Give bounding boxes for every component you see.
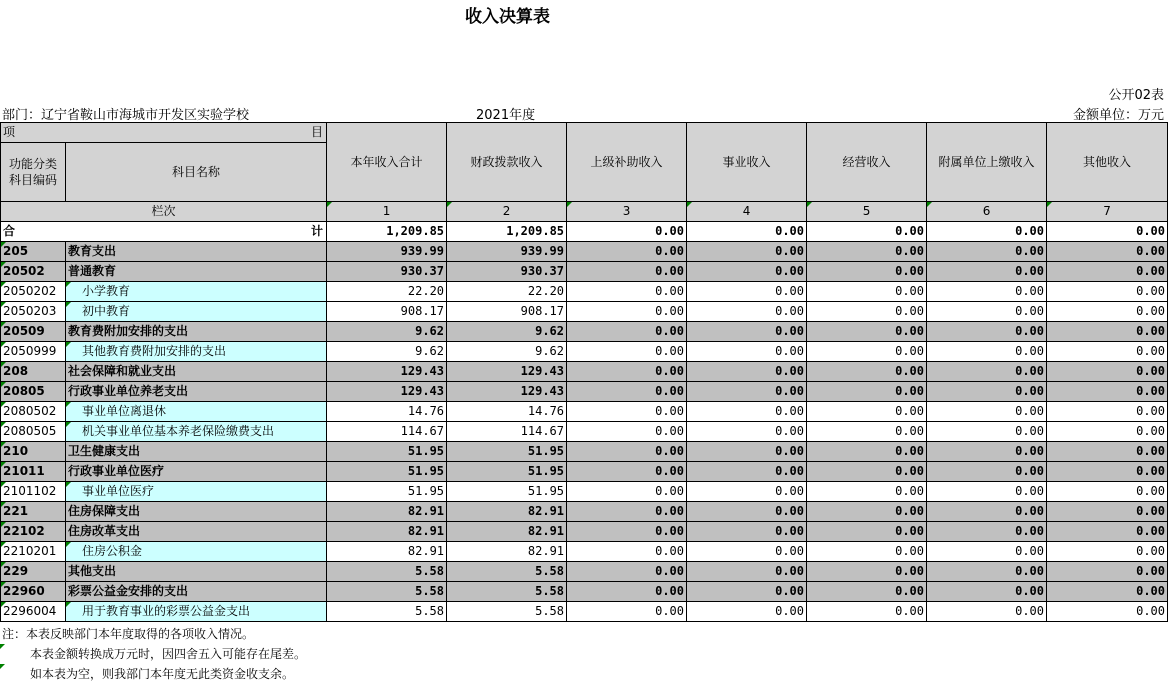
amount-cell: 0.00 bbox=[567, 582, 687, 602]
col-header-5: 经营收入 bbox=[807, 123, 927, 202]
amount-cell: 14.76 bbox=[327, 402, 447, 422]
total-value: 0.00 bbox=[687, 222, 807, 242]
amount-cell: 0.00 bbox=[807, 522, 927, 542]
income-final-accounts-table bbox=[0, 122, 1168, 622]
subject-name: 其他教育费附加安排的支出 bbox=[66, 342, 327, 362]
amount-cell: 0.00 bbox=[1047, 482, 1168, 502]
footnote: 本表金额转换成万元时，因四舍五入可能存在尾差。 bbox=[2, 644, 306, 664]
amount-cell: 0.00 bbox=[807, 342, 927, 362]
amount-cell: 82.91 bbox=[447, 522, 567, 542]
subject-code: 22102 bbox=[1, 522, 66, 542]
amount-cell: 0.00 bbox=[1047, 462, 1168, 482]
amount-cell: 0.00 bbox=[1047, 562, 1168, 582]
total-label-right: 计 bbox=[311, 224, 324, 238]
table-header bbox=[1, 123, 1168, 222]
table-row bbox=[1, 442, 1168, 462]
subject-code: 21011 bbox=[1, 462, 66, 482]
amount-cell: 0.00 bbox=[567, 602, 687, 622]
amount-cell: 908.17 bbox=[327, 302, 447, 322]
table-row bbox=[1, 482, 1168, 502]
amount-cell: 0.00 bbox=[687, 582, 807, 602]
code-header: 功能分类科目编码 bbox=[1, 143, 66, 202]
table-row bbox=[1, 522, 1168, 542]
amount-cell: 5.58 bbox=[447, 562, 567, 582]
col-number-1: 1 bbox=[327, 202, 447, 222]
amount-cell: 0.00 bbox=[1047, 602, 1168, 622]
department-label: 部门：辽宁省鞍山市海城市开发区实验学校 bbox=[2, 108, 250, 123]
subject-name: 初中教育 bbox=[66, 302, 327, 322]
report-title: 收入决算表 bbox=[465, 7, 550, 27]
amount-cell: 5.58 bbox=[327, 582, 447, 602]
amount-cell: 0.00 bbox=[687, 502, 807, 522]
amount-cell: 0.00 bbox=[567, 462, 687, 482]
col-header-7: 其他收入 bbox=[1047, 123, 1168, 202]
subject-name: 教育费附加安排的支出 bbox=[66, 322, 327, 342]
table-row bbox=[1, 542, 1168, 562]
amount-cell: 0.00 bbox=[927, 262, 1047, 282]
amount-cell: 0.00 bbox=[927, 522, 1047, 542]
amount-cell: 0.00 bbox=[807, 442, 927, 462]
subject-code: 2050203 bbox=[1, 302, 66, 322]
total-label-cell bbox=[1, 222, 327, 242]
subject-name: 行政事业单位医疗 bbox=[66, 462, 327, 482]
amount-cell: 0.00 bbox=[567, 402, 687, 422]
amount-cell: 0.00 bbox=[927, 602, 1047, 622]
amount-cell: 0.00 bbox=[1047, 302, 1168, 322]
amount-cell: 5.58 bbox=[447, 602, 567, 622]
subject-code: 205 bbox=[1, 242, 66, 262]
amount-cell: 0.00 bbox=[687, 302, 807, 322]
subject-name: 行政事业单位养老支出 bbox=[66, 382, 327, 402]
total-value: 0.00 bbox=[807, 222, 927, 242]
amount-cell: 22.20 bbox=[327, 282, 447, 302]
amount-cell: 0.00 bbox=[567, 282, 687, 302]
total-label-left: 合 bbox=[3, 224, 16, 238]
amount-cell: 0.00 bbox=[927, 422, 1047, 442]
subject-name: 住房改革支出 bbox=[66, 522, 327, 542]
amount-cell: 0.00 bbox=[687, 462, 807, 482]
col-number-5: 5 bbox=[807, 202, 927, 222]
amount-cell: 0.00 bbox=[1047, 542, 1168, 562]
amount-cell: 0.00 bbox=[1047, 342, 1168, 362]
amount-cell: 0.00 bbox=[807, 582, 927, 602]
amount-cell: 0.00 bbox=[687, 562, 807, 582]
amount-cell: 0.00 bbox=[927, 482, 1047, 502]
amount-cell: 9.62 bbox=[447, 342, 567, 362]
table-body bbox=[1, 222, 1168, 622]
amount-cell: 0.00 bbox=[807, 282, 927, 302]
col-header-3: 上级补助收入 bbox=[567, 123, 687, 202]
table-row bbox=[1, 282, 1168, 302]
amount-cell: 0.00 bbox=[687, 362, 807, 382]
amount-cell: 908.17 bbox=[447, 302, 567, 322]
amount-cell: 0.00 bbox=[567, 522, 687, 542]
subject-name: 彩票公益金安排的支出 bbox=[66, 582, 327, 602]
amount-cell: 0.00 bbox=[927, 362, 1047, 382]
amount-cell: 0.00 bbox=[807, 462, 927, 482]
col-number-7: 7 bbox=[1047, 202, 1168, 222]
subject-name: 事业单位医疗 bbox=[66, 482, 327, 502]
amount-cell: 0.00 bbox=[927, 382, 1047, 402]
amount-cell: 0.00 bbox=[807, 382, 927, 402]
amount-cell: 51.95 bbox=[447, 462, 567, 482]
amount-cell: 0.00 bbox=[1047, 362, 1168, 382]
subject-name: 小学教育 bbox=[66, 282, 327, 302]
subject-code: 2050999 bbox=[1, 342, 66, 362]
subject-code: 2101102 bbox=[1, 482, 66, 502]
form-code: 公开02表 bbox=[1108, 88, 1164, 103]
subject-code: 2210201 bbox=[1, 542, 66, 562]
amount-cell: 0.00 bbox=[927, 542, 1047, 562]
amount-cell: 0.00 bbox=[1047, 502, 1168, 522]
amount-cell: 0.00 bbox=[567, 262, 687, 282]
amount-cell: 0.00 bbox=[1047, 422, 1168, 442]
amount-cell: 82.91 bbox=[447, 502, 567, 522]
amount-cell: 129.43 bbox=[327, 382, 447, 402]
table-row bbox=[1, 362, 1168, 382]
amount-cell: 0.00 bbox=[567, 342, 687, 362]
amount-cell: 0.00 bbox=[567, 562, 687, 582]
amount-cell: 939.99 bbox=[327, 242, 447, 262]
amount-cell: 0.00 bbox=[927, 282, 1047, 302]
total-value: 0.00 bbox=[1047, 222, 1168, 242]
amount-cell: 51.95 bbox=[447, 442, 567, 462]
subject-code: 2080502 bbox=[1, 402, 66, 422]
total-value: 1,209.85 bbox=[447, 222, 567, 242]
subject-name: 社会保障和就业支出 bbox=[66, 362, 327, 382]
amount-cell: 82.91 bbox=[327, 542, 447, 562]
subject-name: 住房公积金 bbox=[66, 542, 327, 562]
amount-cell: 5.58 bbox=[447, 582, 567, 602]
table-row bbox=[1, 382, 1168, 402]
amount-cell: 0.00 bbox=[687, 282, 807, 302]
amount-cell: 0.00 bbox=[927, 242, 1047, 262]
amount-cell: 0.00 bbox=[687, 242, 807, 262]
amount-cell: 9.62 bbox=[447, 322, 567, 342]
amount-cell: 930.37 bbox=[447, 262, 567, 282]
subject-code: 2080505 bbox=[1, 422, 66, 442]
amount-cell: 0.00 bbox=[807, 322, 927, 342]
amount-cell: 0.00 bbox=[567, 242, 687, 262]
subject-code: 20502 bbox=[1, 262, 66, 282]
amount-cell: 0.00 bbox=[927, 322, 1047, 342]
amount-cell: 114.67 bbox=[327, 422, 447, 442]
subject-code: 221 bbox=[1, 502, 66, 522]
amount-cell: 0.00 bbox=[807, 402, 927, 422]
total-value: 1,209.85 bbox=[327, 222, 447, 242]
lanci-header: 栏次 bbox=[1, 202, 327, 222]
subject-code: 208 bbox=[1, 362, 66, 382]
table-row bbox=[1, 422, 1168, 442]
subject-name: 住房保障支出 bbox=[66, 502, 327, 522]
col-header-6: 附属单位上缴收入 bbox=[927, 123, 1047, 202]
amount-cell: 0.00 bbox=[927, 342, 1047, 362]
amount-cell: 129.43 bbox=[327, 362, 447, 382]
subject-code: 2296004 bbox=[1, 602, 66, 622]
subject-name: 其他支出 bbox=[66, 562, 327, 582]
amount-cell: 0.00 bbox=[1047, 442, 1168, 462]
subject-code: 20805 bbox=[1, 382, 66, 402]
table-row bbox=[1, 602, 1168, 622]
amount-cell: 0.00 bbox=[807, 362, 927, 382]
table-row bbox=[1, 262, 1168, 282]
amount-cell: 0.00 bbox=[807, 482, 927, 502]
table-row bbox=[1, 582, 1168, 602]
subject-name: 普通教育 bbox=[66, 262, 327, 282]
amount-cell: 129.43 bbox=[447, 362, 567, 382]
table-row bbox=[1, 402, 1168, 422]
amount-cell: 0.00 bbox=[567, 502, 687, 522]
total-value: 0.00 bbox=[927, 222, 1047, 242]
item-header-cell bbox=[1, 123, 327, 143]
amount-cell: 9.62 bbox=[327, 342, 447, 362]
amount-cell: 0.00 bbox=[567, 322, 687, 342]
amount-cell: 82.91 bbox=[327, 522, 447, 542]
subject-name: 卫生健康支出 bbox=[66, 442, 327, 462]
col-number-4: 4 bbox=[687, 202, 807, 222]
fiscal-year: 2021年度 bbox=[476, 108, 536, 123]
subject-name: 事业单位离退休 bbox=[66, 402, 327, 422]
footnotes bbox=[2, 624, 306, 684]
amount-cell: 0.00 bbox=[567, 422, 687, 442]
table-row bbox=[1, 322, 1168, 342]
amount-cell: 930.37 bbox=[327, 262, 447, 282]
amount-cell: 0.00 bbox=[1047, 242, 1168, 262]
amount-cell: 0.00 bbox=[927, 442, 1047, 462]
amount-cell: 0.00 bbox=[687, 262, 807, 282]
amount-cell: 0.00 bbox=[927, 302, 1047, 322]
amount-cell: 0.00 bbox=[927, 502, 1047, 522]
subject-name: 机关事业单位基本养老保险缴费支出 bbox=[66, 422, 327, 442]
subject-name: 用于教育事业的彩票公益金支出 bbox=[66, 602, 327, 622]
amount-cell: 0.00 bbox=[687, 542, 807, 562]
amount-cell: 0.00 bbox=[567, 382, 687, 402]
amount-cell: 0.00 bbox=[807, 542, 927, 562]
col-header-1: 本年收入合计 bbox=[327, 123, 447, 202]
table-row bbox=[1, 562, 1168, 582]
total-row bbox=[1, 222, 1168, 242]
amount-cell: 9.62 bbox=[327, 322, 447, 342]
subject-code: 210 bbox=[1, 442, 66, 462]
amount-cell: 0.00 bbox=[927, 462, 1047, 482]
amount-cell: 0.00 bbox=[807, 422, 927, 442]
subject-code: 2050202 bbox=[1, 282, 66, 302]
table-row bbox=[1, 242, 1168, 262]
total-value: 0.00 bbox=[567, 222, 687, 242]
subject-code: 20509 bbox=[1, 322, 66, 342]
amount-cell: 0.00 bbox=[687, 422, 807, 442]
subject-code: 229 bbox=[1, 562, 66, 582]
col-header-4: 事业收入 bbox=[687, 123, 807, 202]
subject-name: 教育支出 bbox=[66, 242, 327, 262]
amount-cell: 0.00 bbox=[1047, 282, 1168, 302]
amount-cell: 0.00 bbox=[567, 362, 687, 382]
amount-cell: 51.95 bbox=[447, 482, 567, 502]
amount-cell: 0.00 bbox=[687, 522, 807, 542]
amount-cell: 0.00 bbox=[687, 382, 807, 402]
table-row bbox=[1, 462, 1168, 482]
col-number-2: 2 bbox=[447, 202, 567, 222]
subject-code: 22960 bbox=[1, 582, 66, 602]
amount-cell: 0.00 bbox=[1047, 402, 1168, 422]
name-header: 科目名称 bbox=[66, 143, 327, 202]
col-number-3: 3 bbox=[567, 202, 687, 222]
amount-cell: 5.58 bbox=[327, 562, 447, 582]
amount-cell: 0.00 bbox=[807, 562, 927, 582]
amount-cell: 0.00 bbox=[927, 582, 1047, 602]
amount-cell: 0.00 bbox=[687, 402, 807, 422]
table-row bbox=[1, 302, 1168, 322]
footnote: 注：本表反映部门本年度取得的各项收入情况。 bbox=[2, 627, 255, 641]
amount-cell: 0.00 bbox=[1047, 322, 1168, 342]
amount-cell: 0.00 bbox=[1047, 522, 1168, 542]
amount-cell: 5.58 bbox=[327, 602, 447, 622]
item-header-left: 项 bbox=[3, 125, 16, 139]
amount-cell: 51.95 bbox=[327, 482, 447, 502]
table-row bbox=[1, 342, 1168, 362]
amount-cell: 22.20 bbox=[447, 282, 567, 302]
amount-cell: 0.00 bbox=[807, 502, 927, 522]
amount-cell: 0.00 bbox=[687, 442, 807, 462]
footnote: 如本表为空，则我部门本年度无此类资金收支余。 bbox=[2, 664, 306, 684]
amount-cell: 0.00 bbox=[807, 302, 927, 322]
amount-cell: 14.76 bbox=[447, 402, 567, 422]
amount-cell: 0.00 bbox=[687, 342, 807, 362]
amount-cell: 939.99 bbox=[447, 242, 567, 262]
amount-cell: 0.00 bbox=[567, 482, 687, 502]
amount-cell: 0.00 bbox=[567, 542, 687, 562]
amount-cell: 0.00 bbox=[1047, 582, 1168, 602]
amount-cell: 51.95 bbox=[327, 442, 447, 462]
amount-cell: 0.00 bbox=[807, 242, 927, 262]
item-header-right: 目 bbox=[311, 125, 324, 139]
amount-cell: 0.00 bbox=[807, 262, 927, 282]
amount-cell: 129.43 bbox=[447, 382, 567, 402]
amount-cell: 0.00 bbox=[567, 302, 687, 322]
amount-cell: 0.00 bbox=[927, 402, 1047, 422]
amount-cell: 51.95 bbox=[327, 462, 447, 482]
amount-cell: 0.00 bbox=[687, 602, 807, 622]
amount-cell: 0.00 bbox=[687, 322, 807, 342]
col-number-6: 6 bbox=[927, 202, 1047, 222]
amount-cell: 0.00 bbox=[927, 562, 1047, 582]
amount-cell: 0.00 bbox=[1047, 382, 1168, 402]
amount-unit: 金额单位：万元 bbox=[1072, 108, 1164, 123]
amount-cell: 0.00 bbox=[807, 602, 927, 622]
col-header-2: 财政拨款收入 bbox=[447, 123, 567, 202]
amount-cell: 82.91 bbox=[447, 542, 567, 562]
table-row bbox=[1, 502, 1168, 522]
amount-cell: 82.91 bbox=[327, 502, 447, 522]
amount-cell: 114.67 bbox=[447, 422, 567, 442]
amount-cell: 0.00 bbox=[687, 482, 807, 502]
amount-cell: 0.00 bbox=[1047, 262, 1168, 282]
amount-cell: 0.00 bbox=[567, 442, 687, 462]
